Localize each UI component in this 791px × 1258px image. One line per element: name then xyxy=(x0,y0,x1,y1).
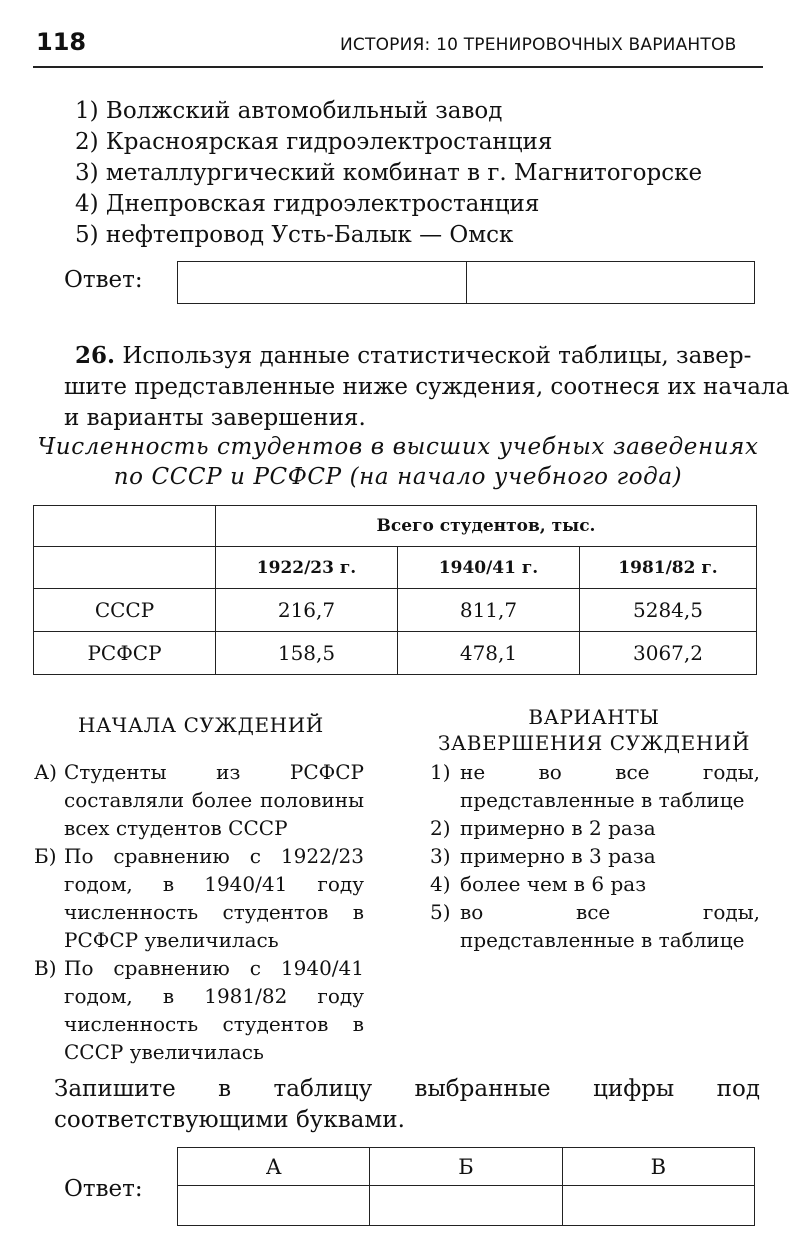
table-cell: 811,7 xyxy=(398,589,580,632)
endings-list xyxy=(430,758,760,954)
answer-label: Ответ: xyxy=(64,267,143,293)
header-divider xyxy=(33,66,763,68)
item-text: более чем в 6 раз xyxy=(460,872,647,896)
item-text: примерно в 2 раза xyxy=(460,816,656,840)
instruction-text: Запишите в таблицу выбранные цифры под соответствующими буквами. xyxy=(54,1076,760,1133)
table-year-header: 1981/82 г. xyxy=(580,547,757,589)
item-marker: 2) xyxy=(430,816,451,840)
item-marker: 3) xyxy=(430,844,451,868)
statistics-table xyxy=(33,505,757,675)
item-text: По сравнению с 1922/23 годом, в 1940/41 году численность студентов в РСФСР увеличилась xyxy=(64,844,364,952)
beginnings-title: НАЧАЛА СУЖДЕНИЙ xyxy=(78,713,324,737)
beginnings-list xyxy=(34,758,364,1066)
table-cell: 5284,5 xyxy=(580,589,757,632)
item-text: примерно в 3 раза xyxy=(460,844,656,868)
answer-input-cell[interactable] xyxy=(370,1186,562,1226)
endings-title xyxy=(430,704,758,756)
list-item xyxy=(430,898,760,954)
list-item xyxy=(34,842,364,954)
item-marker: Б) xyxy=(34,844,57,868)
task-text-line: Используя данные статистической таблицы, завер- xyxy=(122,343,752,369)
item-text: По сравнению с 1940/41 годом, в 1981/82 году численность студентов в СССР увеличилась xyxy=(64,956,364,1064)
task25-options-list xyxy=(75,96,702,251)
list-item xyxy=(430,814,760,842)
running-title: ИСТОРИЯ: 10 ТРЕНИРОВОЧНЫХ ВАРИАНТОВ xyxy=(340,35,737,55)
answer-cell-1[interactable] xyxy=(178,262,466,303)
table-cell: 158,5 xyxy=(216,632,398,675)
item-marker: А) xyxy=(34,760,57,784)
row-label: РСФСР xyxy=(34,632,216,675)
table-year-header: 1940/41 г. xyxy=(398,547,580,589)
table-row xyxy=(34,632,757,675)
page-number: 118 xyxy=(36,28,87,56)
answer-column-header: А xyxy=(178,1148,370,1186)
task25-answer-box[interactable] xyxy=(177,261,755,304)
table-corner-cell xyxy=(34,506,216,547)
answer-cell-2[interactable] xyxy=(466,262,755,303)
endings-title-line: ВАРИАНТЫ xyxy=(528,705,660,729)
list-item: 2) Красноярская гидроэлектростанция xyxy=(75,129,553,155)
list-item xyxy=(34,954,364,1066)
caption-line: Численность студентов в высших учебных заведениях xyxy=(37,434,759,460)
task-text-line: и варианты завершения. xyxy=(64,405,366,431)
table-empty-cell xyxy=(34,547,216,589)
item-text: Студенты из РСФСР составляли более половины всех студентов СССР xyxy=(64,760,364,840)
item-marker: 4) xyxy=(430,872,451,896)
table-year-header: 1922/23 г. xyxy=(216,547,398,589)
task26-statement xyxy=(64,340,790,434)
task-text-line: шите представленные ниже суждения, соотнеся их начала xyxy=(64,374,790,400)
row-label: СССР xyxy=(34,589,216,632)
list-item: 5) нефтепровод Усть-Балык — Омск xyxy=(75,222,514,248)
item-marker: В) xyxy=(34,956,57,980)
table-row xyxy=(34,589,757,632)
endings-title-line: ЗАВЕРШЕНИЯ СУЖДЕНИЙ xyxy=(438,731,750,755)
item-text: во все годы, представленные в таблице xyxy=(460,900,760,952)
item-marker: 5) xyxy=(430,900,451,924)
answer-column-header: Б xyxy=(370,1148,562,1186)
task26-answer-table xyxy=(177,1147,755,1226)
item-marker: 1) xyxy=(430,760,451,784)
list-item: 1) Волжский автомобильный завод xyxy=(75,98,503,124)
answer-column-header: В xyxy=(562,1148,754,1186)
table-cell: 3067,2 xyxy=(580,632,757,675)
list-item xyxy=(430,842,760,870)
answer-input-cell[interactable] xyxy=(178,1186,370,1226)
list-item xyxy=(34,758,364,842)
table-group-header: Всего студентов, тыс. xyxy=(216,506,757,547)
caption-line: по СССР и РСФСР (на начало учебного года) xyxy=(113,464,683,490)
table-caption xyxy=(33,432,763,492)
list-item xyxy=(430,870,760,898)
list-item xyxy=(430,758,760,814)
item-text: не во все годы, представленные в таблице xyxy=(460,760,760,812)
list-item: 4) Днепровская гидроэлектростанция xyxy=(75,191,540,217)
answer-input-cell[interactable] xyxy=(562,1186,754,1226)
answer-label: Ответ: xyxy=(64,1176,143,1202)
table-cell: 478,1 xyxy=(398,632,580,675)
task-number: 26. xyxy=(75,342,116,369)
list-item: 3) металлургический комбинат в г. Магнитогорске xyxy=(75,160,703,186)
table-cell: 216,7 xyxy=(216,589,398,632)
